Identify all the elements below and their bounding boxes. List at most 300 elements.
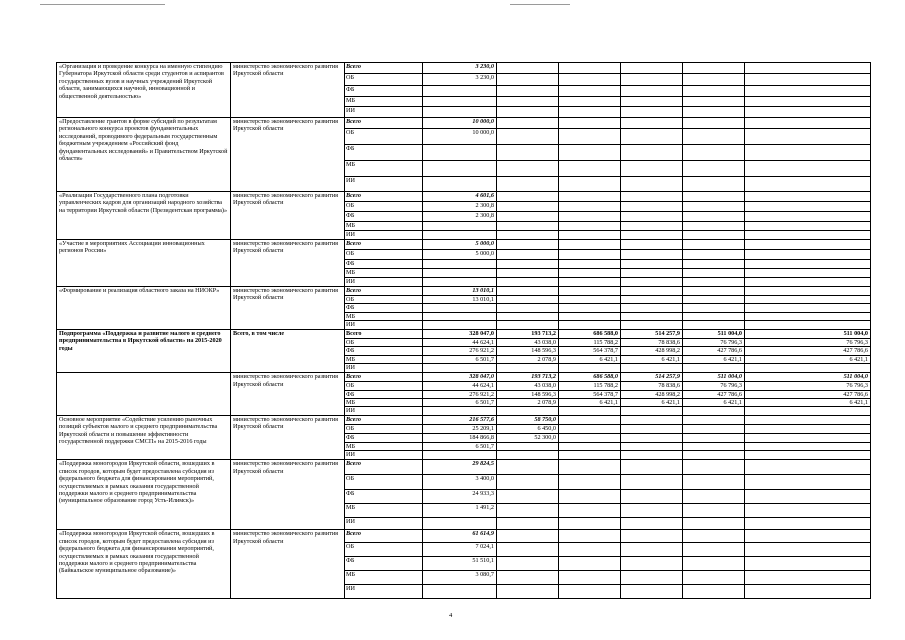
amount-cell: [559, 296, 621, 304]
amount-cell: [497, 543, 559, 557]
amount-cell: [621, 231, 683, 240]
amount-cell: 6 501,7: [423, 442, 497, 450]
funding-source-cell: Всего: [345, 329, 423, 338]
amount-cell: [423, 278, 497, 287]
amount-cell: 3 230,0: [423, 63, 497, 74]
amount-cell: [497, 222, 559, 231]
amount-cell: [559, 118, 621, 129]
amount-cell: [423, 145, 497, 161]
amount-cell: [621, 557, 683, 571]
amount-cell: [621, 118, 683, 129]
amount-cell: [497, 192, 559, 202]
amount-cell: [423, 260, 497, 269]
amount-cell: 61 614,9: [423, 530, 497, 543]
funding-source-cell: ИИ: [345, 518, 423, 530]
amount-cell: 3 080,7: [423, 571, 497, 585]
funding-source-cell: МБ: [345, 97, 423, 107]
amount-cell: [497, 250, 559, 260]
amount-cell: [497, 240, 559, 250]
amount-cell: [621, 250, 683, 260]
amount-cell: [745, 312, 871, 320]
amount-cell: [745, 129, 871, 145]
amount-cell: [497, 296, 559, 304]
amount-cell: 44 624,1: [423, 382, 497, 390]
funding-source-cell: ОБ: [345, 250, 423, 260]
amount-cell: 76 796,3: [745, 382, 871, 390]
funding-source-cell: Всего: [345, 192, 423, 202]
amount-cell: 43 038,0: [497, 382, 559, 390]
funding-source-cell: Всего: [345, 460, 423, 475]
amount-cell: 24 933,3: [423, 490, 497, 504]
table-row: [57, 530, 871, 543]
activity-name-cell: Основное мероприятие «Содействие усилению рыночных позиций субъектов малого и среднего предпринимательства Иркутской области и повышение эффективности государственной поддержки СМСП» на 2015-2016 годы: [57, 415, 231, 459]
executor-cell: министерство экономического развития Иркутской области: [231, 460, 345, 530]
amount-cell: [621, 543, 683, 557]
funding-source-cell: ОБ: [345, 202, 423, 212]
amount-cell: 76 796,3: [683, 382, 745, 390]
amount-cell: [559, 86, 621, 97]
amount-cell: 511 004,0: [745, 373, 871, 382]
amount-cell: [559, 557, 621, 571]
amount-cell: [559, 177, 621, 192]
amount-cell: [423, 107, 497, 118]
page-number: 4: [449, 612, 453, 619]
amount-cell: [497, 97, 559, 107]
funding-source-cell: ИИ: [345, 364, 423, 373]
amount-cell: [423, 364, 497, 373]
amount-cell: 78 838,6: [621, 338, 683, 346]
amount-cell: [745, 571, 871, 585]
amount-cell: [683, 161, 745, 177]
activity-name-cell: «Поддержка моногородов Иркутской области, вошедших в список городов, которым будет предоставлена субсидия из федерального бюджета для финансирования мероприятий, осуществляемых в рамках оказания государственной поддержки малого и среднего предпринимательства (муниципальное образование город Усть-Илимск)»: [57, 460, 231, 530]
amount-cell: [559, 433, 621, 442]
amount-cell: 511 004,0: [745, 329, 871, 338]
amount-cell: [745, 321, 871, 329]
activity-name-cell: «Реализация Государственного плана подготовки управленческих кадров для организаций народного хозяйства на территории Иркутской области (Президентская программа)»: [57, 192, 231, 240]
activity-name-cell: «Поддержка моногородов Иркутской области, вошедших в список городов, которым будет предоставлена субсидия из федерального бюджета для финансирования мероприятий, осуществляемых в рамках оказания государственной поддержки малого и среднего предпринимательства (Байкальское муниципальное образование)»: [57, 530, 231, 599]
amount-cell: [683, 278, 745, 287]
funding-source-cell: ФБ: [345, 304, 423, 312]
amount-cell: [621, 278, 683, 287]
amount-cell: [745, 442, 871, 450]
amount-cell: 6 421,1: [621, 398, 683, 406]
activity-name-cell: «Организация и проведение конкурса на именную стипендию Губернатора Иркутской области среди студентов и аспирантов государственных вузов и научных учреждений Иркутской области, занимающихся научной, инновационной и общественной деятельностью»: [57, 63, 231, 118]
funding-source-cell: ОБ: [345, 543, 423, 557]
amount-cell: [497, 63, 559, 74]
amount-cell: [683, 304, 745, 312]
funding-source-cell: Всего: [345, 240, 423, 250]
amount-cell: [559, 543, 621, 557]
amount-cell: [745, 212, 871, 222]
amount-cell: [559, 407, 621, 415]
amount-cell: [559, 312, 621, 320]
amount-cell: [621, 63, 683, 74]
amount-cell: [621, 129, 683, 145]
amount-cell: [559, 504, 621, 518]
amount-cell: [683, 451, 745, 460]
amount-cell: [497, 557, 559, 571]
amount-cell: [423, 231, 497, 240]
amount-cell: [497, 504, 559, 518]
amount-cell: [423, 585, 497, 599]
amount-cell: [559, 364, 621, 373]
amount-cell: [497, 231, 559, 240]
amount-cell: [683, 504, 745, 518]
amount-cell: [497, 145, 559, 161]
amount-cell: 7 024,1: [423, 543, 497, 557]
amount-cell: [559, 321, 621, 329]
amount-cell: [745, 97, 871, 107]
funding-source-cell: МБ: [345, 312, 423, 320]
amount-cell: [423, 321, 497, 329]
amount-cell: 686 588,0: [559, 373, 621, 382]
amount-cell: [559, 424, 621, 433]
table-row: [57, 240, 871, 250]
amount-cell: [559, 202, 621, 212]
amount-cell: 58 750,0: [497, 415, 559, 424]
amount-cell: [745, 557, 871, 571]
amount-cell: [559, 63, 621, 74]
amount-cell: [683, 269, 745, 278]
amount-cell: 427 786,6: [745, 347, 871, 355]
activity-name-cell: «Предоставление грантов в форме субсидий по результатам регионального конкурса проектов фундаментальных исследований, проводимого федеральным государственным бюджетным учреждением «Российский фонд фундаментальных исследований» и Правительством Иркутской области»: [57, 118, 231, 192]
amount-cell: [683, 202, 745, 212]
funding-source-cell: МБ: [345, 571, 423, 585]
activity-name-cell: Подпрограмма «Поддержка и развитие малого и среднего предпринимательства в Иркутской области» на 2015-2020 годы: [57, 329, 231, 372]
funding-source-cell: Всего: [345, 287, 423, 296]
amount-cell: [621, 504, 683, 518]
amount-cell: [621, 145, 683, 161]
amount-cell: [497, 585, 559, 599]
amount-cell: [497, 442, 559, 450]
amount-cell: [621, 222, 683, 231]
executor-cell: министерство экономического развития Иркутской области: [231, 192, 345, 240]
amount-cell: 564 378,7: [559, 347, 621, 355]
amount-cell: [497, 518, 559, 530]
amount-cell: [559, 260, 621, 269]
amount-cell: [559, 240, 621, 250]
amount-cell: [745, 107, 871, 118]
amount-cell: [423, 451, 497, 460]
amount-cell: 1 491,2: [423, 504, 497, 518]
funding-source-cell: МБ: [345, 442, 423, 450]
amount-cell: [423, 304, 497, 312]
amount-cell: [683, 518, 745, 530]
amount-cell: [423, 86, 497, 97]
amount-cell: [745, 161, 871, 177]
executor-cell: министерство экономического развития Иркутской области: [231, 287, 345, 330]
amount-cell: [559, 530, 621, 543]
amount-cell: 6 421,1: [559, 355, 621, 363]
amount-cell: [745, 145, 871, 161]
amount-cell: 328 047,0: [423, 329, 497, 338]
amount-cell: 25 209,1: [423, 424, 497, 433]
amount-cell: [745, 177, 871, 192]
amount-cell: 6 421,1: [745, 355, 871, 363]
funding-source-cell: МБ: [345, 398, 423, 406]
amount-cell: [621, 86, 683, 97]
amount-cell: [745, 504, 871, 518]
amount-cell: [621, 451, 683, 460]
amount-cell: [559, 460, 621, 475]
amount-cell: [683, 74, 745, 86]
amount-cell: [559, 442, 621, 450]
amount-cell: [621, 490, 683, 504]
amount-cell: [745, 240, 871, 250]
activity-name-cell: «Формирование и реализация областного заказа на НИОКР»: [57, 287, 231, 330]
funding-source-cell: ИИ: [345, 585, 423, 599]
amount-cell: [559, 97, 621, 107]
amount-cell: [683, 63, 745, 74]
amount-cell: [497, 304, 559, 312]
amount-cell: [745, 433, 871, 442]
amount-cell: [745, 407, 871, 415]
amount-cell: [497, 129, 559, 145]
amount-cell: [621, 269, 683, 278]
table-row: [57, 287, 871, 296]
amount-cell: [683, 145, 745, 161]
executor-cell: министерство экономического развития Иркутской области: [231, 530, 345, 599]
amount-cell: [497, 74, 559, 86]
amount-cell: [683, 543, 745, 557]
amount-cell: [559, 415, 621, 424]
amount-cell: [745, 260, 871, 269]
amount-cell: 115 788,2: [559, 338, 621, 346]
amount-cell: 193 713,2: [497, 373, 559, 382]
amount-cell: 4 601,6: [423, 192, 497, 202]
amount-cell: 428 998,2: [621, 347, 683, 355]
amount-cell: [683, 557, 745, 571]
table-row: [57, 192, 871, 202]
amount-cell: [683, 530, 745, 543]
amount-cell: [621, 240, 683, 250]
amount-cell: [559, 585, 621, 599]
amount-cell: [745, 543, 871, 557]
amount-cell: [497, 490, 559, 504]
amount-cell: [683, 460, 745, 475]
amount-cell: [745, 202, 871, 212]
amount-cell: 148 596,3: [497, 347, 559, 355]
amount-cell: [559, 287, 621, 296]
amount-cell: 6 421,1: [683, 355, 745, 363]
amount-cell: [683, 222, 745, 231]
amount-cell: [621, 407, 683, 415]
amount-cell: 328 047,0: [423, 373, 497, 382]
amount-cell: [621, 304, 683, 312]
amount-cell: [497, 177, 559, 192]
table-row: [57, 329, 871, 338]
amount-cell: [683, 107, 745, 118]
amount-cell: [497, 312, 559, 320]
amount-cell: [683, 475, 745, 490]
funding-source-cell: ФБ: [345, 390, 423, 398]
funding-source-cell: Всего: [345, 373, 423, 382]
amount-cell: [745, 424, 871, 433]
amount-cell: [559, 192, 621, 202]
amount-cell: [683, 177, 745, 192]
amount-cell: [621, 312, 683, 320]
amount-cell: [683, 260, 745, 269]
amount-cell: 6 421,1: [621, 355, 683, 363]
amount-cell: [423, 518, 497, 530]
amount-cell: 6 501,7: [423, 398, 497, 406]
amount-cell: [559, 571, 621, 585]
funding-source-cell: ИИ: [345, 107, 423, 118]
executor-cell: Всего, в том числе: [231, 329, 345, 372]
amount-cell: 10 000,0: [423, 129, 497, 145]
amount-cell: 6 421,1: [559, 398, 621, 406]
activity-name-cell: [57, 373, 231, 416]
amount-cell: 2 300,8: [423, 202, 497, 212]
funding-source-cell: ОБ: [345, 74, 423, 86]
funding-source-cell: ИИ: [345, 177, 423, 192]
amount-cell: 2 078,9: [497, 398, 559, 406]
amount-cell: [745, 192, 871, 202]
amount-cell: [559, 74, 621, 86]
budget-table: [56, 62, 871, 599]
table-row: [57, 63, 871, 74]
amount-cell: [497, 118, 559, 129]
amount-cell: 511 004,0: [683, 373, 745, 382]
amount-cell: [497, 278, 559, 287]
executor-cell: министерство экономического развития Иркутской области: [231, 63, 345, 118]
amount-cell: [621, 475, 683, 490]
amount-cell: [683, 192, 745, 202]
amount-cell: 76 796,3: [745, 338, 871, 346]
amount-cell: [745, 585, 871, 599]
amount-cell: [497, 407, 559, 415]
amount-cell: 511 004,0: [683, 329, 745, 338]
amount-cell: 427 786,6: [683, 390, 745, 398]
amount-cell: [745, 287, 871, 296]
amount-cell: [423, 97, 497, 107]
executor-cell: министерство экономического развития Иркутской области: [231, 118, 345, 192]
amount-cell: [683, 321, 745, 329]
amount-cell: [683, 86, 745, 97]
amount-cell: [559, 145, 621, 161]
amount-cell: 29 824,5: [423, 460, 497, 475]
amount-cell: [745, 460, 871, 475]
funding-source-cell: МБ: [345, 355, 423, 363]
amount-cell: [745, 304, 871, 312]
amount-cell: 193 713,2: [497, 329, 559, 338]
amount-cell: [621, 74, 683, 86]
funding-source-cell: ФБ: [345, 86, 423, 97]
amount-cell: 44 624,1: [423, 338, 497, 346]
amount-cell: [559, 490, 621, 504]
funding-source-cell: МБ: [345, 504, 423, 518]
amount-cell: [683, 415, 745, 424]
amount-cell: [559, 212, 621, 222]
amount-cell: 43 038,0: [497, 338, 559, 346]
amount-cell: 148 596,3: [497, 390, 559, 398]
amount-cell: [497, 212, 559, 222]
amount-cell: 10 000,0: [423, 118, 497, 129]
amount-cell: [683, 240, 745, 250]
amount-cell: 13 010,1: [423, 296, 497, 304]
amount-cell: [745, 250, 871, 260]
amount-cell: [683, 571, 745, 585]
executor-cell: министерство экономического развития Иркутской области: [231, 240, 345, 287]
funding-source-cell: ФБ: [345, 145, 423, 161]
amount-cell: [621, 442, 683, 450]
amount-cell: [621, 415, 683, 424]
amount-cell: [745, 530, 871, 543]
amount-cell: [683, 296, 745, 304]
amount-cell: 276 921,2: [423, 390, 497, 398]
amount-cell: [497, 451, 559, 460]
amount-cell: [745, 269, 871, 278]
amount-cell: [497, 107, 559, 118]
amount-cell: [559, 278, 621, 287]
amount-cell: [621, 260, 683, 269]
funding-source-cell: Всего: [345, 118, 423, 129]
amount-cell: [745, 222, 871, 231]
amount-cell: [683, 585, 745, 599]
table-row: [57, 460, 871, 475]
amount-cell: [621, 364, 683, 373]
amount-cell: [621, 530, 683, 543]
amount-cell: [745, 278, 871, 287]
amount-cell: [683, 490, 745, 504]
amount-cell: [621, 433, 683, 442]
funding-source-cell: МБ: [345, 222, 423, 231]
amount-cell: [745, 231, 871, 240]
funding-source-cell: ОБ: [345, 475, 423, 490]
funding-source-cell: ОБ: [345, 296, 423, 304]
funding-source-cell: ОБ: [345, 129, 423, 145]
amount-cell: 514 257,9: [621, 329, 683, 338]
amount-cell: 514 257,9: [621, 373, 683, 382]
amount-cell: [683, 250, 745, 260]
amount-cell: 428 998,2: [621, 390, 683, 398]
amount-cell: [683, 407, 745, 415]
amount-cell: [683, 97, 745, 107]
amount-cell: [683, 442, 745, 450]
amount-cell: [559, 269, 621, 278]
amount-cell: [497, 475, 559, 490]
amount-cell: [559, 250, 621, 260]
amount-cell: [683, 424, 745, 433]
amount-cell: [423, 312, 497, 320]
amount-cell: [497, 571, 559, 585]
amount-cell: [423, 407, 497, 415]
amount-cell: [621, 585, 683, 599]
amount-cell: [745, 475, 871, 490]
amount-cell: 427 786,6: [745, 390, 871, 398]
amount-cell: [497, 530, 559, 543]
funding-source-cell: МБ: [345, 161, 423, 177]
amount-cell: [745, 118, 871, 129]
funding-source-cell: ФБ: [345, 260, 423, 269]
amount-cell: [683, 212, 745, 222]
amount-cell: [745, 451, 871, 460]
funding-source-cell: ОБ: [345, 382, 423, 390]
funding-source-cell: ИИ: [345, 451, 423, 460]
amount-cell: [559, 107, 621, 118]
funding-source-cell: ИИ: [345, 407, 423, 415]
amount-cell: [621, 177, 683, 192]
funding-source-cell: ОБ: [345, 424, 423, 433]
amount-cell: 52 300,0: [497, 433, 559, 442]
table-row: [57, 118, 871, 129]
amount-cell: 6 421,1: [683, 398, 745, 406]
amount-cell: [497, 364, 559, 373]
amount-cell: [423, 161, 497, 177]
amount-cell: 13 010,1: [423, 287, 497, 296]
amount-cell: [559, 161, 621, 177]
amount-cell: [423, 222, 497, 231]
